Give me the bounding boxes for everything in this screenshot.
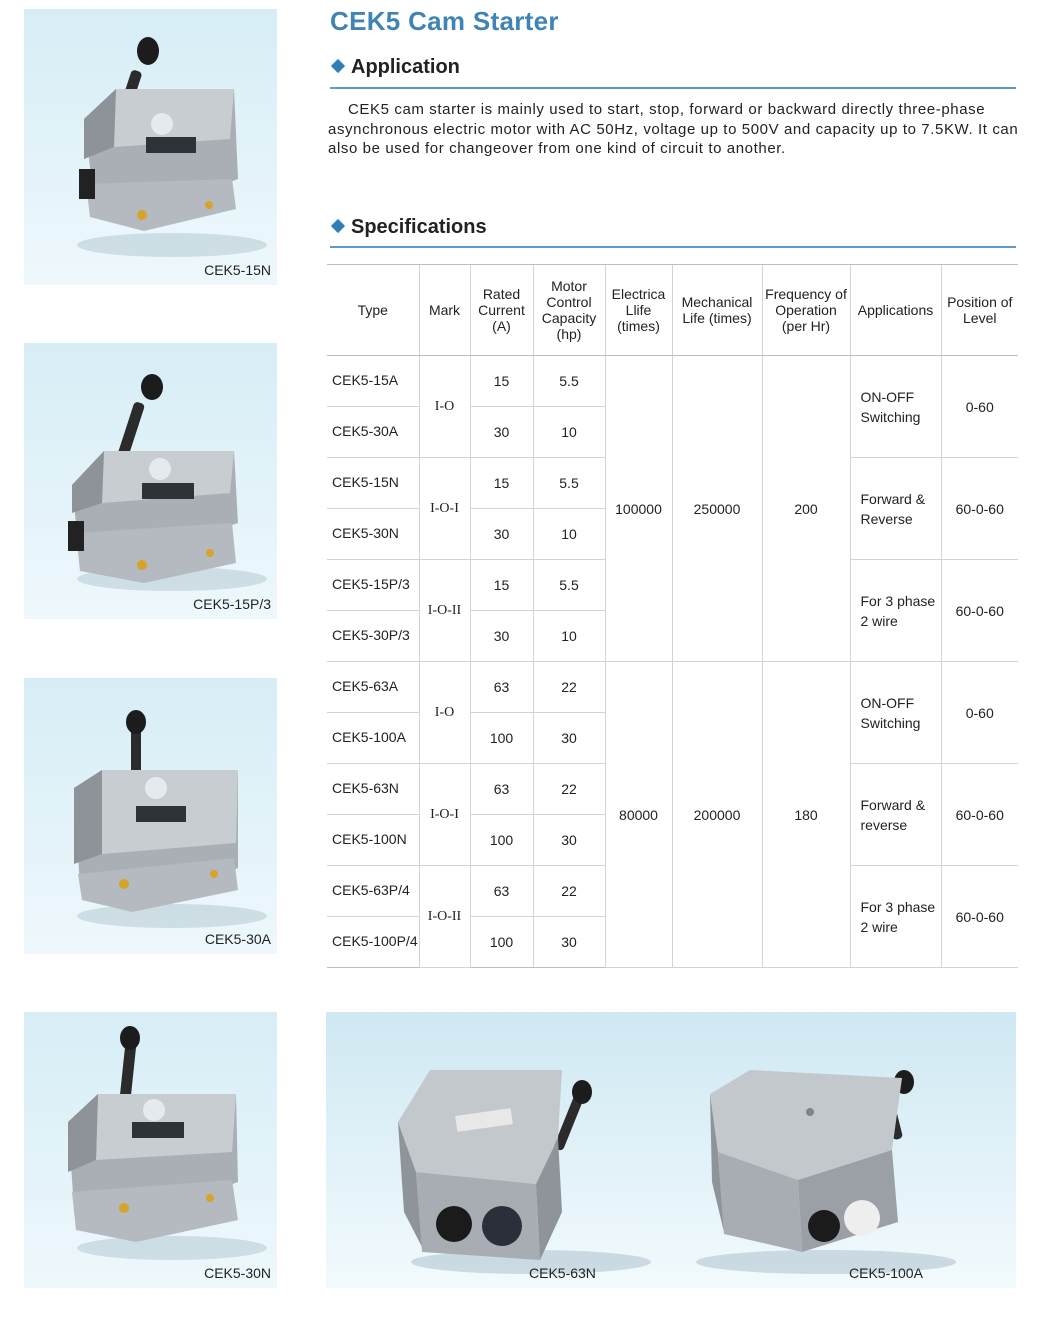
cell-current: 100	[470, 815, 533, 866]
cell-application: ON-OFF Switching	[850, 662, 941, 764]
photo-card-cek5-30a	[24, 678, 277, 954]
cell-capacity: 5.5	[533, 560, 605, 611]
cam-starter-image	[24, 1012, 277, 1288]
cell-frequency: 200	[762, 356, 850, 662]
cell-capacity: 22	[533, 764, 605, 815]
cell-position: 0-60	[941, 356, 1018, 458]
cell-capacity: 22	[533, 866, 605, 917]
photo-caption: CEK5-100A	[849, 1265, 923, 1281]
cell-capacity: 30	[533, 713, 605, 764]
header-applications: Applications	[850, 265, 941, 356]
cam-starter-large-image	[326, 1012, 1016, 1288]
cell-mark: I-O	[419, 662, 470, 764]
photo-card-cek5-15n	[24, 9, 277, 285]
cell-application: Forward & reverse	[850, 764, 941, 866]
cell-current: 30	[470, 611, 533, 662]
cell-electrical-life: 80000	[605, 662, 672, 968]
cell-type: CEK5-63P/4	[327, 866, 419, 917]
cell-current: 100	[470, 917, 533, 968]
header-frequency: Frequency of Operation (per Hr)	[762, 265, 850, 356]
header-position: Position of Level	[941, 265, 1018, 356]
photo-caption: CEK5-15N	[204, 262, 271, 278]
cell-mechanical-life: 200000	[672, 662, 762, 968]
cell-current: 63	[470, 764, 533, 815]
cell-type: CEK5-30P/3	[327, 611, 419, 662]
header-mark: Mark	[419, 265, 470, 356]
cell-mark: I-O	[419, 356, 470, 458]
cell-current: 63	[470, 662, 533, 713]
cell-position: 60-0-60	[941, 458, 1018, 560]
section-heading-specifications	[330, 216, 487, 239]
header-motor-capacity: Motor Control Capacity (hp)	[533, 265, 605, 356]
cell-type: CEK5-100P/4	[327, 917, 419, 968]
cell-mark: I-O-I	[419, 764, 470, 866]
cell-type: CEK5-15N	[327, 458, 419, 509]
cell-mechanical-life: 250000	[672, 356, 762, 662]
cell-type: CEK5-30A	[327, 407, 419, 458]
cell-current: 15	[470, 458, 533, 509]
photo-caption: CEK5-15P/3	[193, 596, 271, 612]
table-row	[327, 662, 1018, 713]
diamond-bullet-icon	[331, 59, 345, 73]
cell-capacity: 10	[533, 509, 605, 560]
cell-current: 63	[470, 866, 533, 917]
photo-caption: CEK5-30N	[204, 1265, 271, 1281]
cell-type: CEK5-100N	[327, 815, 419, 866]
cell-application: For 3 phase 2 wire	[850, 866, 941, 968]
cell-application: ON-OFF Switching	[850, 356, 941, 458]
table-header-row	[327, 265, 1018, 356]
section-divider	[330, 87, 1016, 89]
cell-position: 60-0-60	[941, 560, 1018, 662]
section-heading-text: Specifications	[351, 216, 487, 238]
cell-current: 30	[470, 407, 533, 458]
specifications-table	[327, 264, 1018, 968]
cell-frequency: 180	[762, 662, 850, 968]
cell-type: CEK5-63A	[327, 662, 419, 713]
section-divider	[330, 246, 1016, 248]
photo-card-cek5-15p3	[24, 343, 277, 619]
cell-type: CEK5-63N	[327, 764, 419, 815]
diamond-bullet-icon	[331, 219, 345, 233]
cell-electrical-life: 100000	[605, 356, 672, 662]
cell-mark: I-O-II	[419, 560, 470, 662]
cell-type: CEK5-15A	[327, 356, 419, 407]
photo-card-cek5-30n	[24, 1012, 277, 1288]
cell-type: CEK5-15P/3	[327, 560, 419, 611]
cell-position: 60-0-60	[941, 764, 1018, 866]
cell-application: For 3 phase 2 wire	[850, 560, 941, 662]
cell-capacity: 10	[533, 611, 605, 662]
cell-current: 15	[470, 560, 533, 611]
cam-starter-image	[24, 678, 277, 954]
cell-position: 60-0-60	[941, 866, 1018, 968]
cam-starter-image	[24, 343, 277, 619]
cell-application: Forward & Reverse	[850, 458, 941, 560]
cell-current: 30	[470, 509, 533, 560]
photo-caption: CEK5-30A	[204, 931, 271, 947]
table-row	[327, 356, 1018, 407]
cell-capacity: 5.5	[533, 356, 605, 407]
section-heading-application	[330, 56, 460, 79]
cam-starter-image	[24, 9, 277, 285]
cell-capacity: 30	[533, 917, 605, 968]
cell-position: 0-60	[941, 662, 1018, 764]
header-mechanical-life: Mechanical Life (times)	[672, 265, 762, 356]
cell-capacity: 10	[533, 407, 605, 458]
cell-capacity: 22	[533, 662, 605, 713]
cell-current: 15	[470, 356, 533, 407]
header-rated-current: Rated Current (A)	[470, 265, 533, 356]
cell-mark: I-O-I	[419, 458, 470, 560]
cell-type: CEK5-100A	[327, 713, 419, 764]
header-electrical-life: Electrica Llife (times)	[605, 265, 672, 356]
photo-card-large-models	[326, 1012, 1016, 1288]
cell-capacity: 5.5	[533, 458, 605, 509]
application-text: CEK5 cam starter is mainly used to start, stop, forward or backward directly three-phase asynchronous electric motor with AC 50Hz, voltage up to 500V and capacity up to 7.5KW. It can also be used for changeover from one kind of circuit to another.	[328, 101, 1019, 157]
cell-mark: I-O-II	[419, 866, 470, 968]
section-heading-text: Application	[351, 56, 460, 78]
cell-capacity: 30	[533, 815, 605, 866]
cell-current: 100	[470, 713, 533, 764]
header-type: Type	[327, 265, 419, 356]
cell-type: CEK5-30N	[327, 509, 419, 560]
page-title: CEK5 Cam Starter	[330, 6, 559, 36]
photo-caption: CEK5-63N	[529, 1265, 596, 1281]
